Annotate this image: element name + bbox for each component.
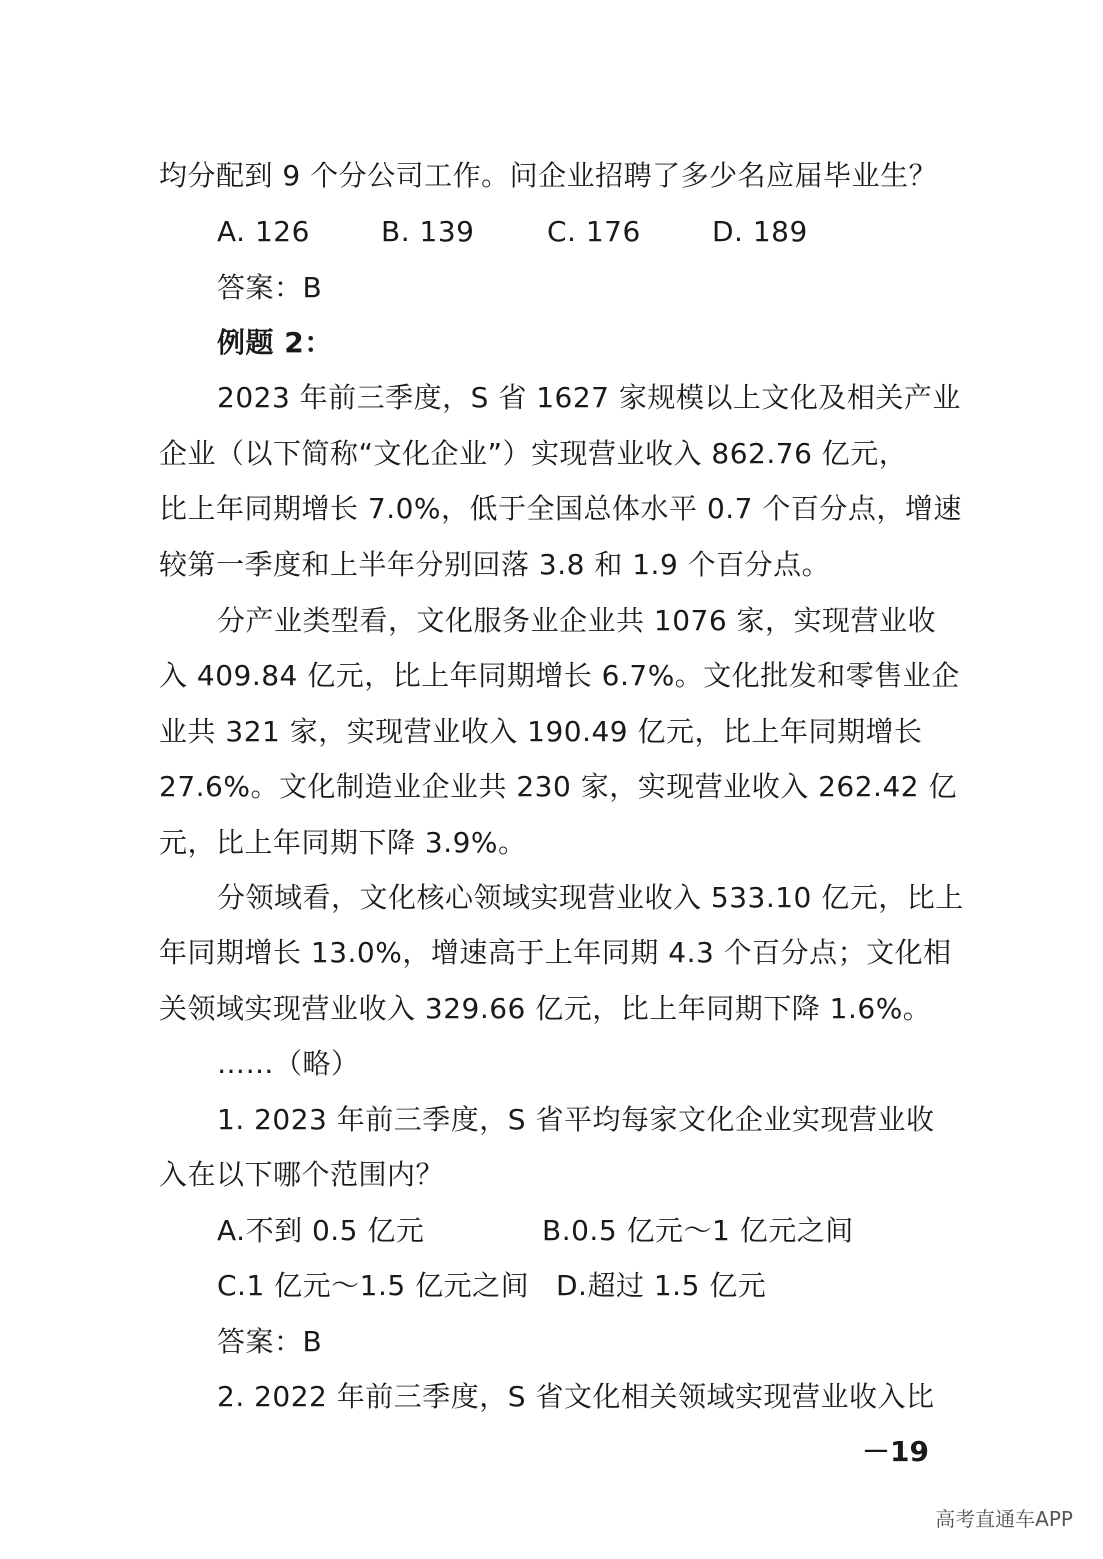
text-line: 均分配到 9 个分公司工作。问企业招聘了多少名应届毕业生？ xyxy=(159,159,938,192)
question-line: 1. 2023 年前三季度，S 省平均每家文化企业实现营业收 xyxy=(217,1103,935,1136)
text-line: 分产业类型看，文化服务业企业共 1076 家，实现营业收 xyxy=(217,604,937,637)
question-line: 入在以下哪个范围内？ xyxy=(159,1158,445,1191)
text-line: 入 409.84 亿元，比上年同期增长 6.7%。文化批发和零售业企 xyxy=(159,659,960,692)
text-line: 关领域实现营业收入 329.66 亿元，比上年同期下降 1.6%。 xyxy=(159,992,932,1025)
text-line: 元，比上年同期下降 3.9%。 xyxy=(159,826,527,859)
watermark: 高考直通车APP xyxy=(935,1507,1073,1531)
answer-line: 答案：B xyxy=(217,271,323,304)
text-line: 业共 321 家，实现营业收入 190.49 亿元，比上年同期增长 xyxy=(159,715,923,748)
option-c: C.1 亿元～1.5 亿元之间 xyxy=(217,1269,530,1302)
option-b: B.0.5 亿元～1 亿元之间 xyxy=(542,1214,854,1247)
page-number: －19 xyxy=(862,1435,929,1468)
text-line: 企业（以下简称“文化企业”）实现营业收入 862.76 亿元， xyxy=(159,437,908,470)
text-line: 2023 年前三季度，S 省 1627 家规模以上文化及相关产业 xyxy=(217,381,961,414)
text-line: ……（略） xyxy=(217,1047,360,1080)
answer-line: 答案：B xyxy=(217,1325,323,1358)
text-line: 较第一季度和上半年分别回落 3.8 和 1.9 个百分点。 xyxy=(159,548,831,581)
option-b: B. 139 xyxy=(381,215,475,248)
question-line: 2. 2022 年前三季度，S 省文化相关领域实现营业收入比 xyxy=(217,1380,935,1413)
text-line: 27.6%。文化制造业企业共 230 家，实现营业收入 262.42 亿 xyxy=(159,770,957,803)
example-heading: 例题 2： xyxy=(217,326,333,359)
option-c: C. 176 xyxy=(547,215,641,248)
text-line: 年同期增长 13.0%，增速高于上年同期 4.3 个百分点；文化相 xyxy=(159,936,952,969)
option-d: D. 189 xyxy=(712,215,808,248)
text-line: 分领域看，文化核心领域实现营业收入 533.10 亿元，比上 xyxy=(217,881,964,914)
option-a: A. 126 xyxy=(217,215,310,248)
option-d: D.超过 1.5 亿元 xyxy=(556,1269,767,1302)
option-a: A.不到 0.5 亿元 xyxy=(217,1214,425,1247)
text-line: 比上年同期增长 7.0%，低于全国总体水平 0.7 个百分点，增速 xyxy=(159,492,962,525)
